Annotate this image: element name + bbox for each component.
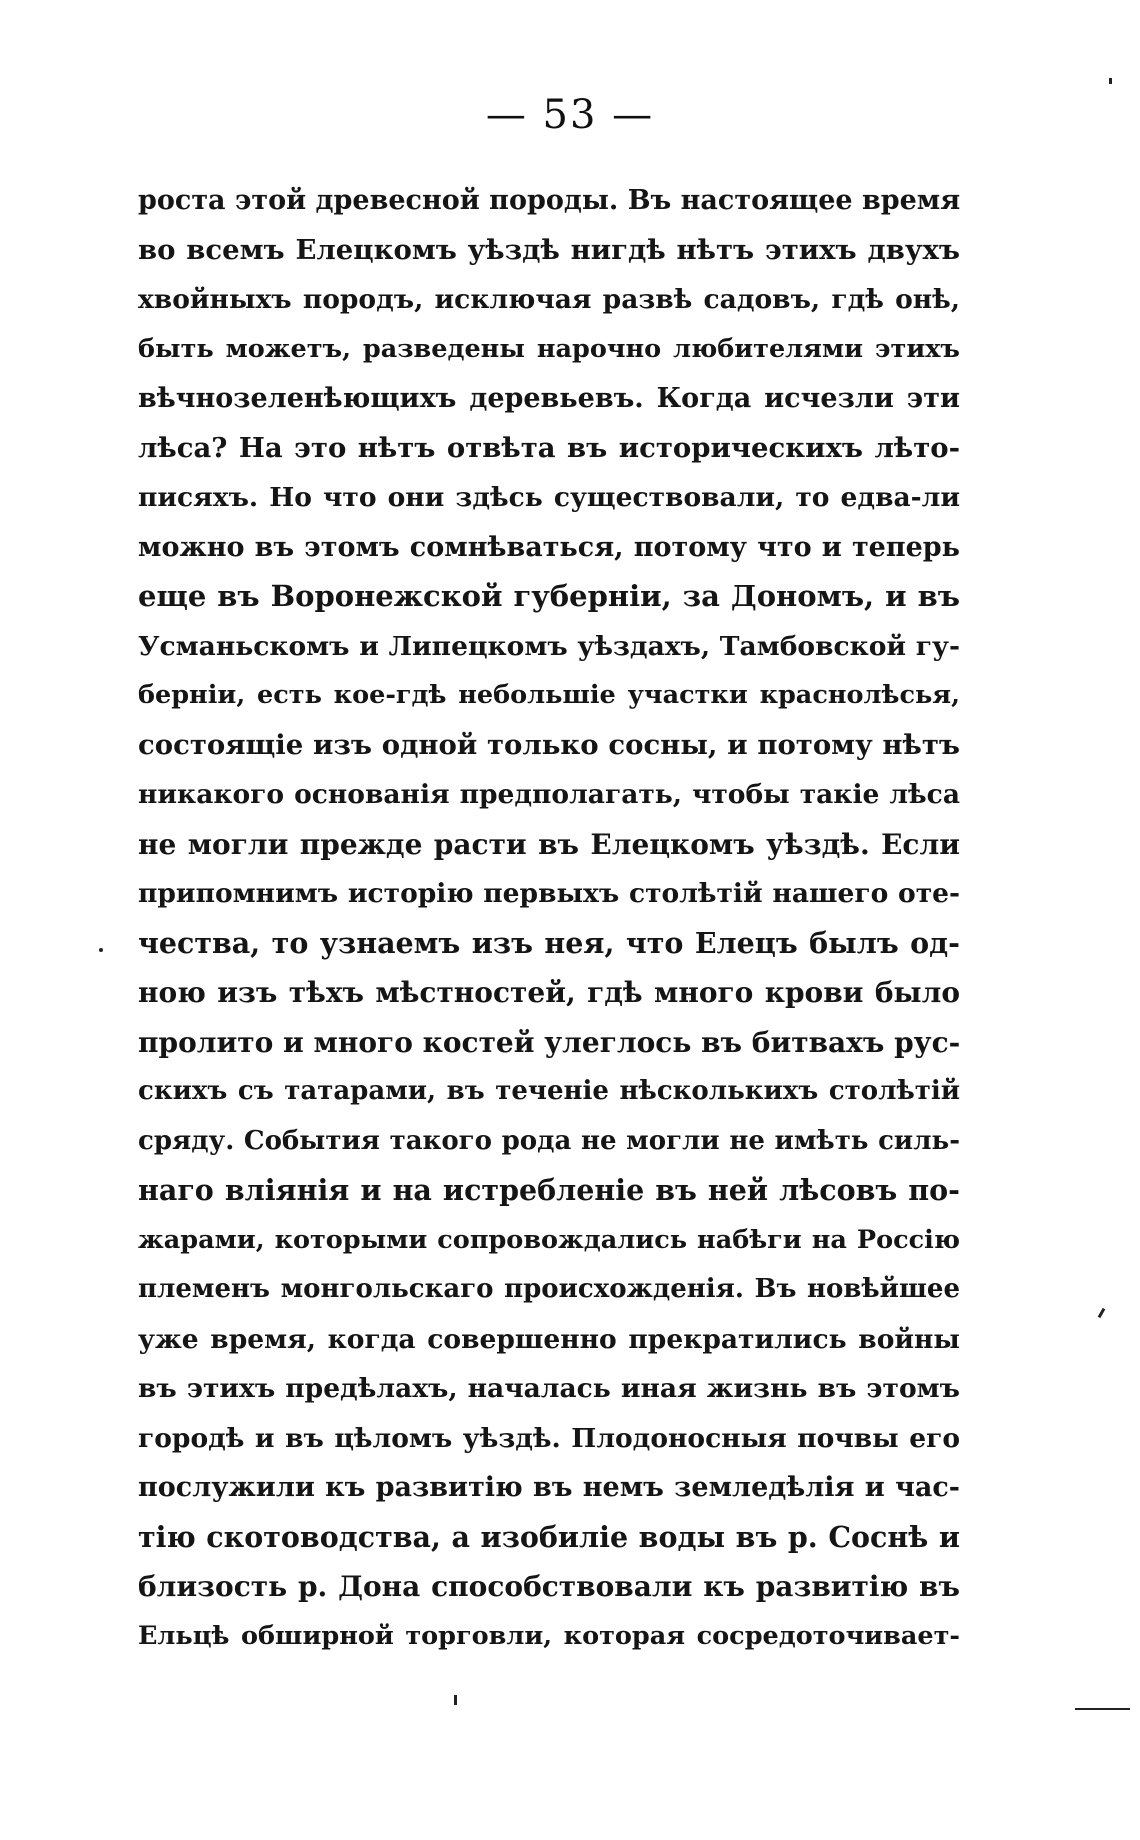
scan-speck xyxy=(454,1695,457,1705)
scan-speck xyxy=(1109,78,1112,84)
text-line: еще въ Воронежской губерніи, за Дономъ, и въ xyxy=(138,579,960,613)
text-line: племенъ монгольскаго происхожденія. Въ новѣйшее xyxy=(138,1274,960,1304)
text-line: никакого основанія предполагать, чтобы такіе лѣса xyxy=(138,779,960,810)
scan-speck xyxy=(99,948,103,952)
text-line: берніи, есть кое-гдѣ небольшіе участки краснолѣсья, xyxy=(138,680,960,710)
text-line: жарами, которыми сопровождались набѣги на Россію xyxy=(138,1224,960,1255)
text-line: въ этихъ предѣлахъ, началась иная жизнь въ этомъ xyxy=(138,1373,960,1404)
text-line: сряду. События такого рода не могли не имѣть силь- xyxy=(138,1125,960,1156)
text-line: послужили къ развитію въ немъ земледѣлія и час- xyxy=(138,1472,960,1503)
scan-dash-mark xyxy=(1075,1708,1130,1710)
text-line: не могли прежде расти въ Елецкомъ уѣздѣ. Если xyxy=(138,827,960,861)
text-line: скихъ съ татарами, въ теченіе нѣсколькихъ столѣтій xyxy=(138,1076,960,1106)
text-line: тію скотоводства, а изобиліе воды въ р. Соснѣ и xyxy=(138,1519,960,1554)
text-line: наго вліянія и на истребленіе въ ней лѣсовъ по- xyxy=(138,1173,960,1207)
text-line: городѣ и въ цѣломъ уѣздѣ. Плодоносныя почвы его xyxy=(138,1422,960,1454)
scan-speck xyxy=(1098,1308,1106,1318)
text-line: вѣчнозеленѣющихъ деревьевъ. Когда исчезли эти xyxy=(138,383,960,414)
page-number: — 53 — xyxy=(485,92,655,138)
text-line: во всемъ Елецкомъ уѣздѣ нигдѣ нѣтъ этихъ двухъ xyxy=(138,233,960,266)
text-line: лѣса? На это нѣтъ отвѣта въ историческихъ лѣто- xyxy=(138,431,960,464)
text-line: близость р. Дона способствовали къ развитію въ xyxy=(138,1570,960,1603)
text-line: чества, то узнаемъ изъ нея, что Елецъ былъ од- xyxy=(138,925,960,960)
text-line: хвойныхъ породъ, исключая развѣ садовъ, гдѣ онѣ, xyxy=(138,284,960,315)
text-line: пролито и много костей улеглось въ битвахъ рус- xyxy=(138,1025,960,1059)
text-line: уже время, когда совершенно прекратились войны xyxy=(138,1323,960,1355)
text-line: Усманьскомъ и Липецкомъ уѣздахъ, Тамбовской гу- xyxy=(138,630,960,662)
text-line: быть можетъ, разведены нарочно любителями этихъ xyxy=(138,333,960,364)
text-line: припомнимъ исторію первыхъ столѣтій нашего оте- xyxy=(138,878,960,909)
text-line: роста этой древесной породы. Въ настоящее время xyxy=(138,185,960,216)
body-text xyxy=(138,176,960,1661)
text-line: писяхъ. Но что они здѣсь существовали, то едва-ли xyxy=(138,482,960,513)
text-line: ною изъ тѣхъ мѣстностей, гдѣ много крови было xyxy=(138,976,960,1009)
text-line: можно въ этомъ сомнѣваться, потому что и теперь xyxy=(138,531,960,563)
text-line: Ельцѣ обширной торговли, которая сосредоточивает- xyxy=(138,1620,960,1651)
text-line: состоящіе изъ одной только сосны, и потому нѣтъ xyxy=(138,728,960,761)
